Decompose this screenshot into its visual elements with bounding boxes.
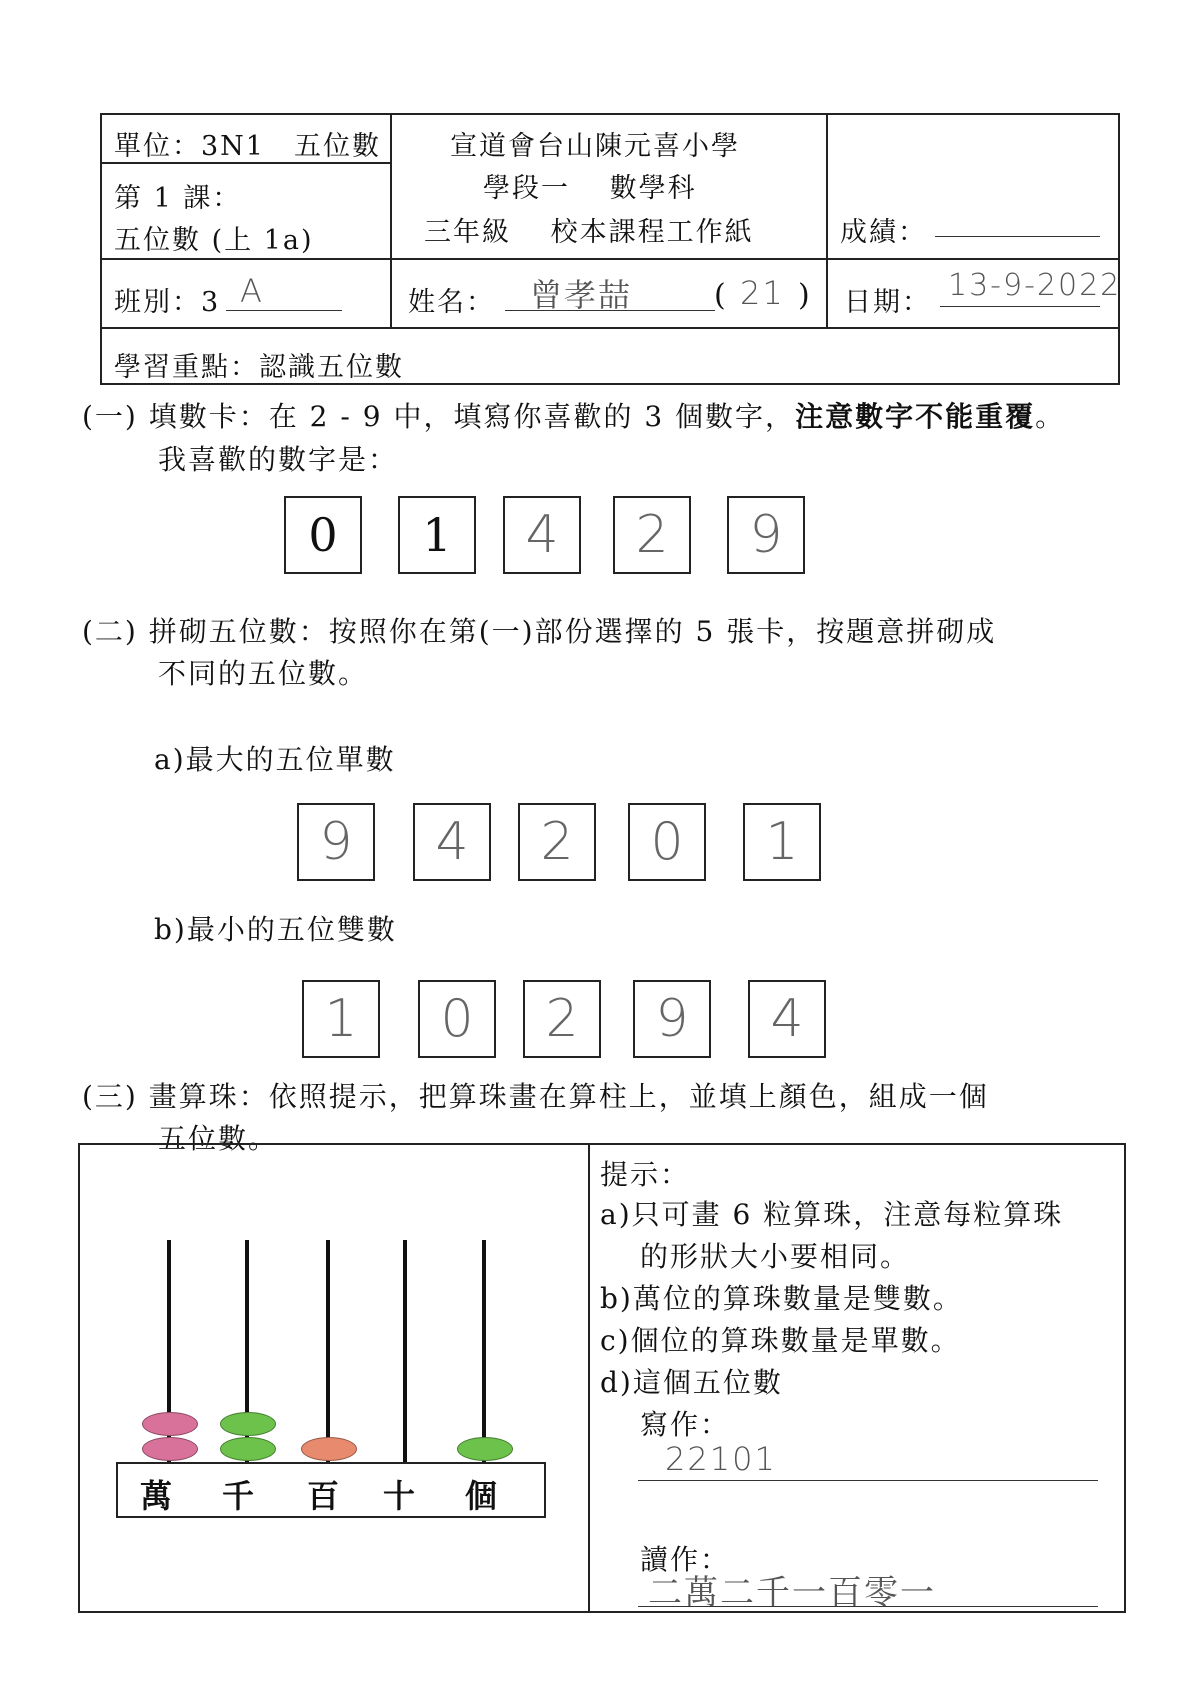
header-divider — [826, 113, 828, 329]
answer-b-card[interactable]: 1 — [302, 980, 380, 1058]
section1-title-text: (一) 填數卡：在 2 - 9 中，填寫你喜歡的 3 個數字， — [82, 400, 796, 433]
score-field[interactable] — [935, 236, 1100, 237]
abacus-bead[interactable] — [301, 1437, 357, 1461]
write-answer[interactable]: 22101 — [665, 1440, 777, 1478]
section1-title-emphasis: 注意數字不能重覆 — [795, 400, 1036, 433]
score-label: 成績： — [840, 217, 927, 248]
lesson-title: 五位數 (上 1a) — [114, 225, 314, 256]
place-label-hundreds: 百 — [307, 1477, 340, 1515]
place-label-ones: 個 — [465, 1477, 498, 1515]
section3-subtitle: 五位數。 — [158, 1122, 279, 1155]
answer-a-card[interactable]: 9 — [297, 803, 375, 881]
number-card[interactable]: 2 — [613, 496, 691, 574]
hint-b: b)萬位的算珠數量是雙數。 — [600, 1282, 963, 1315]
number-card: 0 — [284, 496, 362, 574]
number-open: ( — [714, 278, 728, 313]
name-value[interactable]: 曾孝喆 — [530, 276, 633, 314]
date-value[interactable]: 13-9-2022 — [948, 268, 1122, 303]
abacus-bead[interactable] — [142, 1412, 198, 1436]
section1-subtitle: 我喜歡的數字是： — [158, 443, 399, 476]
answer-b-card[interactable]: 2 — [523, 980, 601, 1058]
abacus-bead[interactable] — [220, 1412, 276, 1436]
section2-subtitle: 不同的五位數。 — [158, 657, 369, 690]
answer-a-card[interactable]: 0 — [628, 803, 706, 881]
hint-title: 提示： — [600, 1158, 691, 1191]
number-card[interactable]: 4 — [503, 496, 581, 574]
abacus-bead[interactable] — [457, 1437, 513, 1461]
header-divider — [100, 327, 1120, 329]
abacus-bead[interactable] — [220, 1437, 276, 1461]
abacus-rod-tens[interactable] — [403, 1240, 407, 1462]
student-number[interactable]: 21 — [740, 274, 785, 312]
write-label: 寫作： — [640, 1408, 731, 1441]
number-card[interactable]: 9 — [727, 496, 805, 574]
name-field-line — [505, 310, 715, 311]
unit-label: 單位：3N1 五位數 — [114, 131, 381, 162]
class-field-line — [226, 310, 342, 311]
section1-title — [82, 395, 1065, 435]
section2-title: (二) 拼砌五位數：按照你在第(一)部份選擇的 5 張卡，按題意拼砌成 — [82, 615, 997, 648]
place-label-thousands: 千 — [222, 1477, 255, 1515]
question-a-label: a)最大的五位單數 — [154, 743, 396, 776]
section1-title-end: 。 — [1035, 400, 1066, 433]
answer-b-card[interactable]: 4 — [748, 980, 826, 1058]
name-label: 姓名： — [408, 287, 495, 318]
number-card: 1 — [398, 496, 476, 574]
answer-a-card[interactable]: 4 — [413, 803, 491, 881]
write-line — [638, 1480, 1098, 1481]
date-label: 日期： — [844, 287, 931, 318]
place-label-tens: 十 — [383, 1477, 416, 1515]
section3-title: (三) 畫算珠：依照提示，把算珠畫在算柱上，並填上顏色，組成一個 — [82, 1080, 989, 1113]
question-b-label: b)最小的五位雙數 — [154, 913, 397, 946]
stage-subject: 學段一 數學科 — [483, 173, 697, 204]
date-field-line — [940, 306, 1100, 307]
class-value[interactable]: A — [240, 272, 264, 310]
hint-d: d)這個五位數 — [600, 1366, 783, 1399]
lesson-label: 第 1 課： — [114, 183, 242, 214]
answer-a-card[interactable]: 2 — [518, 803, 596, 881]
number-close: ) — [798, 278, 812, 313]
read-label: 讀作： — [640, 1543, 731, 1576]
hint-c: c)個位的算珠數量是單數。 — [600, 1324, 961, 1357]
answer-a-card[interactable]: 1 — [743, 803, 821, 881]
abacus-rod-hundreds[interactable] — [326, 1240, 330, 1462]
learning-focus: 學習重點：認識五位數 — [114, 352, 404, 383]
read-answer[interactable]: 二萬二千一百零一 — [648, 1573, 936, 1613]
hint-a-line1: a)只可畫 6 粒算珠，注意每粒算珠 — [600, 1198, 1064, 1231]
header-divider — [100, 258, 1120, 260]
abacus-bead[interactable] — [142, 1437, 198, 1461]
answer-b-card[interactable]: 0 — [418, 980, 496, 1058]
school-name: 宣道會台山陳元喜小學 — [450, 131, 740, 162]
worksheet-title: 三年級 校本課程工作紙 — [424, 217, 754, 248]
hint-a-line2: 的形狀大小要相同。 — [640, 1240, 911, 1273]
answer-b-card[interactable]: 9 — [633, 980, 711, 1058]
class-label: 班別：3 — [114, 287, 221, 318]
place-label-ten-thousands: 萬 — [140, 1477, 173, 1515]
read-line — [638, 1606, 1098, 1607]
header-divider — [390, 113, 392, 329]
abacus-rod-ones[interactable] — [482, 1240, 486, 1462]
hint-divider — [588, 1143, 590, 1613]
